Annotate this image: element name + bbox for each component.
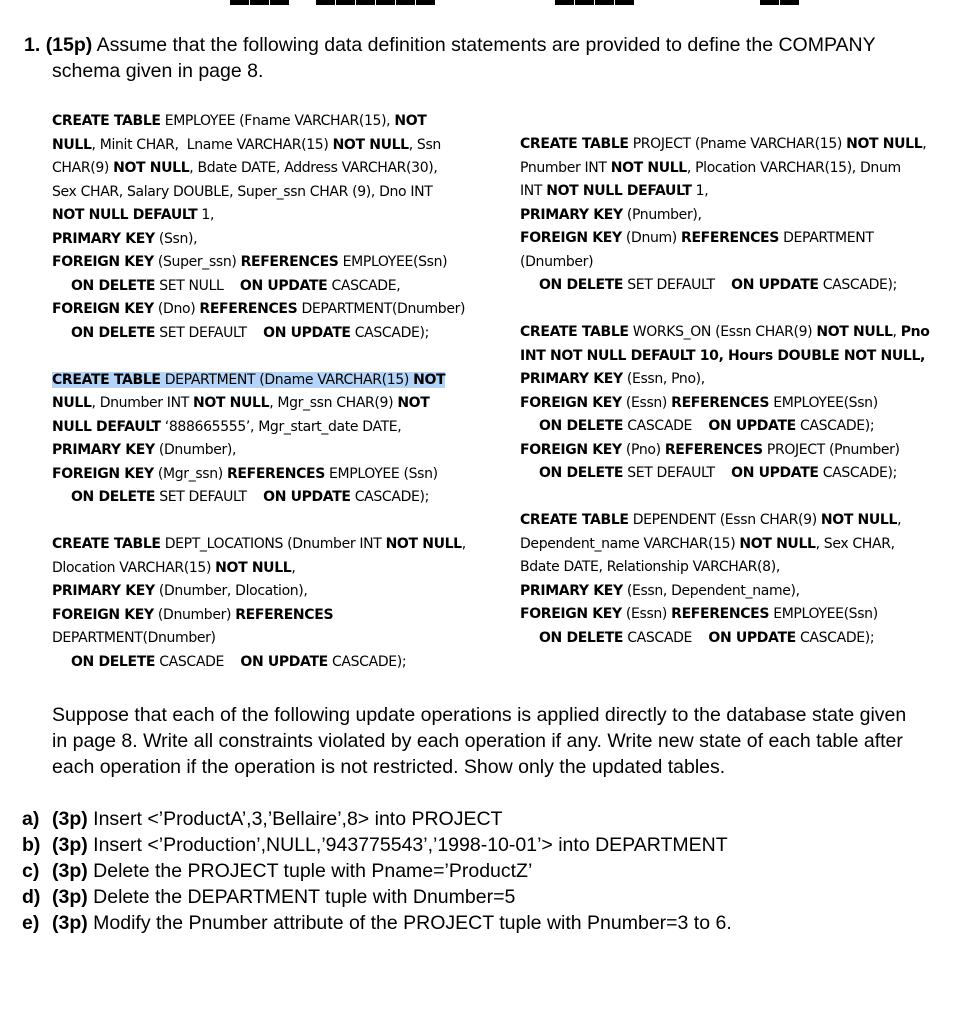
sql-text: DEPT_LOCATIONS (Dnumber INT — [160, 536, 386, 552]
sql-text: , Dnumber INT — [91, 395, 194, 411]
sql-text: CASCADE); — [795, 629, 875, 646]
item-text: Insert <’Production’,NULL,’943775543’,’1998-10-01’> into DEPARTMENT — [87, 834, 728, 856]
sql-line — [52, 463, 466, 487]
sql-keyword: NOT NULL DEFAULT — [546, 183, 692, 199]
sql-keyword: FOREIGN KEY — [52, 465, 154, 482]
sql-keyword: CREATE TABLE — [520, 512, 629, 528]
header-fragment — [760, 0, 800, 11]
sql-keyword: ON UPDATE — [263, 489, 351, 505]
sql-keyword: FOREIGN KEY — [52, 254, 154, 270]
sql-keyword: ON UPDATE — [239, 277, 328, 294]
sql-keyword: NOT NULL — [332, 136, 409, 153]
operation-item — [22, 884, 732, 910]
sql-line — [520, 180, 930, 204]
sql-line — [520, 321, 930, 345]
sql-keyword: CREATE TABLE — [52, 536, 161, 552]
sql-line — [520, 133, 930, 157]
sql-line — [52, 486, 466, 510]
sql-keyword: NOT NULL — [820, 512, 898, 528]
sql-text: ‘888665555’, Mgr_start_date DATE, — [160, 418, 402, 435]
sql-text: DEPARTMENT(Dnumber) — [52, 630, 216, 646]
sql-right-column — [520, 133, 930, 650]
item-text: Delete the DEPARTMENT tuple with Dnumber=5 — [87, 886, 516, 908]
sql-text: DEPARTMENT (Dname VARCHAR(15) — [160, 371, 414, 388]
sql-line — [52, 604, 466, 628]
sql-keyword: REFERENCES — [681, 230, 779, 246]
sql-keyword: ON UPDATE — [708, 418, 796, 434]
sql-line — [52, 369, 466, 393]
sql-keyword: CREATE TABLE — [520, 324, 629, 340]
sql-text: CASCADE — [155, 653, 241, 670]
sql-text: (Pno) — [621, 441, 665, 458]
sql-line — [52, 533, 466, 557]
header-fragment — [230, 0, 290, 11]
sql-text: SET DEFAULT — [623, 465, 732, 481]
sql-line — [520, 556, 930, 580]
sql-text: CASCADE, — [327, 277, 401, 294]
sql-line — [52, 228, 466, 252]
sql-text: (Dnum) — [621, 230, 682, 246]
sql-keyword: FOREIGN KEY — [52, 301, 154, 317]
item-text: Delete the PROJECT tuple with Pname=’ProductZ’ — [87, 860, 533, 882]
sql-line — [520, 204, 930, 228]
sql-keyword: NOT NULL — [385, 536, 462, 552]
header-fragment — [316, 0, 436, 11]
sql-text: , Ssn — [408, 136, 441, 153]
sql-keyword: REFERENCES — [226, 465, 325, 482]
sql-text: (Essn, Dependent_name), — [622, 582, 800, 599]
sql-keyword: ON DELETE — [71, 277, 156, 294]
sql-keyword: ON UPDATE — [731, 465, 819, 481]
sql-line — [520, 509, 930, 533]
sql-text: , — [461, 536, 466, 552]
sql-line — [52, 627, 466, 651]
sql-line — [520, 603, 930, 627]
sql-text: , Bdate DATE, Address VARCHAR(30), — [189, 160, 438, 176]
sql-keyword: ON DELETE — [71, 653, 156, 670]
sql-text: CASCADE); — [350, 324, 429, 341]
sql-text: (Super_ssn) — [153, 254, 241, 270]
item-text: Modify the Pnumber attribute of the PROJECT tuple with Pnumber=3 to 6. — [87, 912, 732, 934]
sql-keyword: ON UPDATE — [731, 277, 819, 293]
sql-line — [520, 227, 930, 251]
sql-keyword: NOT — [413, 371, 446, 388]
sql-keyword: FOREIGN KEY — [520, 441, 622, 458]
sql-line — [520, 439, 930, 463]
instructions-line: Suppose that each of the following update operations is applied directly to the database state given — [52, 704, 907, 726]
sql-keyword: ON UPDATE — [708, 629, 796, 646]
sql-text: (Dnumber) — [520, 253, 594, 270]
sql-keyword: NOT NULL — [113, 160, 190, 176]
sql-text: , — [922, 136, 927, 152]
sql-line — [52, 322, 466, 346]
sql-line — [52, 651, 466, 675]
sql-text: (Mgr_ssn) — [153, 465, 227, 482]
sql-line — [52, 181, 466, 205]
sql-keyword: NULL — [52, 136, 92, 153]
sql-keyword: NOT NULL DEFAULT — [52, 207, 198, 223]
sql-text: SET DEFAULT — [623, 277, 732, 293]
sql-keyword: REFERENCES — [235, 606, 334, 623]
sql-keyword: NOT NULL — [193, 395, 270, 411]
sql-text: Pnumber INT — [520, 159, 611, 176]
sql-line — [52, 439, 466, 463]
sql-blank-line — [520, 298, 930, 322]
sql-text: SET NULL — [155, 277, 240, 294]
sql-line — [520, 274, 930, 298]
sql-text: EMPLOYEE(Ssn) — [769, 394, 878, 411]
sql-keyword: ON DELETE — [539, 465, 624, 481]
sql-text: , Sex CHAR, — [815, 535, 895, 552]
instructions-paragraph — [52, 702, 942, 780]
item-label: b) — [22, 834, 41, 856]
sql-line — [52, 580, 466, 604]
sql-keyword: NOT NULL — [739, 535, 816, 552]
sql-text: DEPENDENT (Essn CHAR(9) — [628, 512, 821, 528]
sql-keyword: NOT NULL — [846, 136, 923, 152]
sql-text: , — [892, 324, 901, 340]
sql-keyword: NOT — [397, 395, 430, 411]
operation-item — [22, 832, 732, 858]
sql-text: DEPARTMENT(Dnumber) — [297, 301, 466, 317]
sql-blank-line — [52, 510, 466, 534]
sql-text: Bdate DATE, Relationship VARCHAR(8), — [520, 559, 780, 575]
operation-item — [22, 910, 732, 936]
sql-keyword: REFERENCES — [199, 301, 298, 317]
sql-text: EMPLOYEE(Ssn) — [338, 254, 448, 270]
sql-keyword: PRIMARY KEY — [520, 582, 623, 599]
sql-keyword: NULL — [52, 395, 92, 411]
operations-list — [22, 806, 732, 936]
sql-text: (Ssn), — [154, 230, 198, 247]
sql-keyword: REFERENCES — [671, 606, 770, 622]
sql-keyword: ON DELETE — [539, 277, 624, 293]
sql-text: PROJECT (Pnumber) — [762, 441, 900, 458]
sql-text: (Essn, Pno), — [622, 371, 705, 387]
sql-line — [52, 157, 466, 181]
sql-line — [52, 275, 466, 299]
sql-text: Sex CHAR, Salary DOUBLE, Super_ssn CHAR (9), Dno INT — [52, 183, 433, 200]
sql-keyword: REFERENCES — [671, 394, 770, 411]
sql-text: (Dnumber, Dlocation), — [154, 583, 308, 599]
sql-line — [52, 204, 466, 228]
operation-item — [22, 806, 732, 832]
sql-keyword: REFERENCES — [240, 254, 339, 270]
item-points: (3p) — [52, 808, 88, 830]
operation-item — [22, 858, 732, 884]
sql-line — [520, 580, 930, 604]
sql-text: (Dnumber) — [153, 606, 236, 623]
item-label: c) — [22, 860, 40, 882]
instructions-line: in page 8. Write all constraints violated by each operation if any. Write new state of each table after — [52, 730, 903, 752]
sql-line — [520, 392, 930, 416]
sql-line — [52, 134, 466, 158]
sql-text: CASCADE); — [818, 277, 897, 293]
sql-text: DEPARTMENT — [778, 230, 874, 246]
sql-keyword: NOT NULL — [610, 159, 687, 176]
item-points: (3p) — [52, 860, 88, 882]
sql-text: SET DEFAULT — [155, 324, 264, 341]
sql-keyword: FOREIGN KEY — [520, 230, 622, 246]
sql-text: , — [897, 512, 902, 528]
sql-keyword: CREATE TABLE — [520, 136, 629, 152]
sql-text: SET DEFAULT — [155, 489, 264, 505]
sql-text: CASCADE); — [327, 653, 407, 670]
sql-keyword: PRIMARY KEY — [520, 371, 623, 387]
question-number: 1. — [24, 34, 41, 56]
sql-text: Dlocation VARCHAR(15) — [52, 559, 216, 576]
sql-text: CASCADE — [623, 418, 709, 434]
sql-line — [520, 462, 930, 486]
sql-text: EMPLOYEE (Ssn) — [324, 465, 438, 482]
sql-blank-line — [520, 486, 930, 510]
item-label: d) — [22, 886, 41, 908]
sql-keyword: CREATE TABLE — [52, 371, 161, 388]
sql-text: EMPLOYEE(Ssn) — [769, 606, 878, 622]
sql-line — [520, 345, 930, 369]
sql-keyword: ON DELETE — [539, 418, 624, 434]
question-points: (15p) — [45, 34, 93, 56]
sql-line — [520, 533, 930, 557]
sql-text: , Mgr_ssn CHAR(9) — [269, 395, 398, 411]
sql-text: CASCADE); — [818, 465, 897, 481]
sql-keyword: ON DELETE — [539, 629, 624, 646]
sql-keyword: CREATE TABLE — [52, 113, 161, 129]
sql-text: (Dno) — [153, 301, 200, 317]
sql-line — [52, 416, 466, 440]
sql-text: 1, — [197, 207, 215, 223]
sql-keyword: NOT — [394, 113, 427, 129]
item-points: (3p) — [52, 886, 88, 908]
item-label: a) — [22, 808, 40, 830]
sql-keyword: PRIMARY KEY — [520, 206, 623, 223]
sql-line — [52, 298, 466, 322]
sql-text: EMPLOYEE (Fname VARCHAR(15), — [160, 113, 395, 129]
sql-text: (Dnumber), — [154, 442, 237, 458]
sql-left-column — [52, 110, 466, 674]
page-header-cutoff — [0, 0, 956, 14]
sql-text: (Essn) — [621, 394, 672, 411]
sql-keyword: PRIMARY KEY — [52, 230, 155, 247]
item-label: e) — [22, 912, 40, 934]
sql-keyword: PRIMARY KEY — [52, 442, 155, 458]
sql-text: (Pnumber), — [622, 206, 702, 223]
item-text: Insert <’ProductA’,3,’Bellaire’,8> into PROJECT — [87, 808, 503, 830]
sql-text: INT — [520, 183, 547, 199]
sql-line — [520, 157, 930, 181]
item-points: (3p) — [52, 912, 88, 934]
question-heading — [24, 32, 934, 84]
sql-text: , — [291, 559, 296, 576]
sql-line — [520, 627, 930, 651]
sql-text: CASCADE — [623, 629, 709, 646]
sql-keyword: FOREIGN KEY — [520, 606, 622, 622]
instructions-line: each operation if the operation is not restricted. Show only the updated tables. — [52, 756, 726, 778]
sql-line — [520, 415, 930, 439]
sql-line — [52, 557, 466, 581]
sql-text: CASCADE); — [350, 489, 429, 505]
sql-line — [52, 392, 466, 416]
sql-keyword: NOT NULL — [816, 324, 893, 340]
sql-keyword: NOT NULL — [215, 559, 292, 576]
question-text-line2: schema given in page 8. — [52, 60, 264, 82]
sql-text: 1, — [691, 183, 709, 199]
item-points: (3p) — [52, 834, 88, 856]
sql-keyword: ON UPDATE — [263, 324, 351, 341]
sql-keyword: INT NOT NULL DEFAULT 10, Hours DOUBLE NOT NULL, — [520, 347, 925, 364]
question-text-line1: Assume that the following data definition statements are provided to define the COMPANY — [96, 34, 876, 56]
sql-keyword: FOREIGN KEY — [520, 394, 622, 411]
sql-text: , Plocation VARCHAR(15), Dnum — [686, 159, 901, 176]
header-fragment — [555, 0, 635, 11]
sql-keyword: REFERENCES — [664, 441, 763, 458]
sql-blank-line — [52, 345, 466, 369]
sql-keyword: ON UPDATE — [240, 653, 328, 670]
sql-keyword: Pno — [900, 324, 930, 340]
sql-text: , Minit CHAR, Lname VARCHAR(15) — [91, 136, 333, 153]
sql-keyword: NULL DEFAULT — [52, 418, 161, 435]
sql-line — [520, 251, 930, 275]
sql-text: (Essn) — [621, 606, 672, 622]
sql-keyword: PRIMARY KEY — [52, 583, 155, 599]
sql-text: CASCADE); — [795, 418, 875, 434]
sql-keyword: ON DELETE — [71, 324, 156, 341]
sql-text: PROJECT (Pname VARCHAR(15) — [628, 136, 847, 152]
sql-text: CHAR(9) — [52, 160, 114, 176]
sql-line — [52, 110, 466, 134]
sql-line — [52, 251, 466, 275]
sql-text: WORKS_ON (Essn CHAR(9) — [628, 324, 817, 340]
sql-line — [520, 368, 930, 392]
sql-text: Dependent_name VARCHAR(15) — [520, 535, 740, 552]
sql-keyword: FOREIGN KEY — [52, 606, 154, 623]
sql-keyword: ON DELETE — [71, 489, 156, 505]
